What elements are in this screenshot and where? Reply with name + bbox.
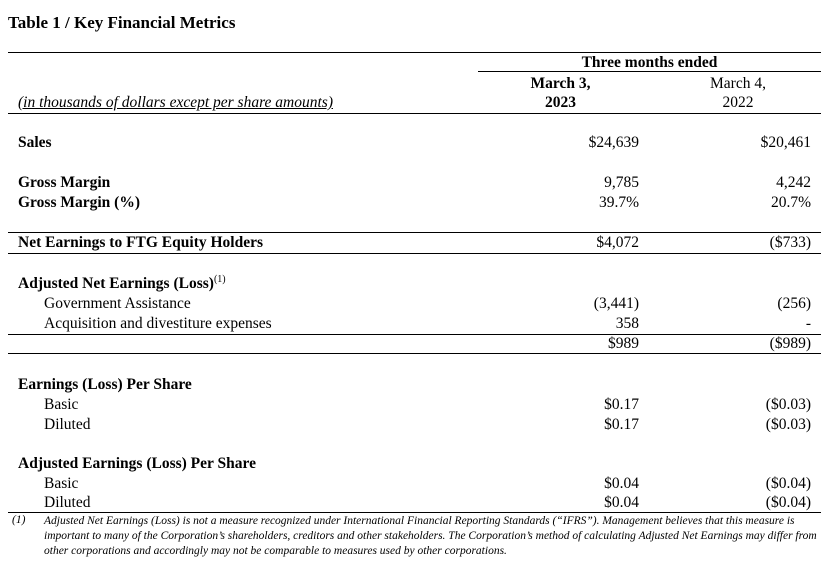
top-rule <box>8 52 821 53</box>
adjusted-total-top-rule <box>8 334 821 335</box>
sales-2023: $24,639 <box>588 134 639 151</box>
row-label-adj-eps-basic: Basic <box>44 475 79 492</box>
gov-assistance-2022: (256) <box>777 295 811 312</box>
footnote-ref: (1) <box>213 274 226 285</box>
net-earnings-top-rule <box>8 232 821 233</box>
row-label-gross-margin: Gross Margin <box>18 174 111 191</box>
units-note: (in thousands of dollars except per share amounts) <box>18 94 333 111</box>
col2-header-line1: March 4, <box>710 75 766 92</box>
adjusted-total-2022: ($989) <box>769 335 811 352</box>
row-label-sales: Sales <box>18 134 52 151</box>
sales-2022: $20,461 <box>760 134 811 151</box>
net-earnings-2023: $4,072 <box>596 234 639 251</box>
adj-eps-diluted-2023: $0.04 <box>604 494 639 511</box>
eps-basic-2022: ($0.03) <box>765 396 811 413</box>
eps-basic-2023: $0.17 <box>604 396 639 413</box>
footnote-marker: (1) <box>12 514 26 526</box>
gross-margin-2022: 4,242 <box>776 174 811 191</box>
period-group-header: Three months ended <box>581 54 718 71</box>
col1-header-line1: March 3, <box>530 75 591 92</box>
row-label-net-earnings: Net Earnings to FTG Equity Holders <box>18 234 264 251</box>
net-earnings-2022: ($733) <box>769 234 811 251</box>
row-label-adj-eps-diluted: Diluted <box>44 494 91 511</box>
eps-diluted-2022: ($0.03) <box>765 416 811 433</box>
gross-margin-pct-2023: 39.7% <box>598 194 639 211</box>
gov-assistance-2023: (3,441) <box>593 295 639 312</box>
gross-margin-2023: 9,785 <box>604 174 639 191</box>
adj-eps-basic-2022: ($0.04) <box>765 475 811 492</box>
adjusted-total-2023: $989 <box>608 335 639 352</box>
footnote-text: Adjusted Net Earnings (Loss) is not a measure recognized under International Financial Reporting Standards (“IFRS”). Management believes that this measure is important to many of the Corporation’s shareholders, creditors and other stakeholders. The Corporation’s method of calculating Adjusted Net Earnings may differ from other corporations and accordingly may not be comparable to measures used by other corporations. <box>44 515 817 557</box>
acquisition-2022: - <box>805 315 811 332</box>
row-label-eps: Earnings (Loss) Per Share <box>18 376 192 393</box>
acquisition-2023: 358 <box>615 315 639 332</box>
gross-margin-pct-2022: 20.7% <box>770 194 811 211</box>
row-label-gross-margin-pct: Gross Margin (%) <box>18 194 140 211</box>
header-bottom-rule <box>8 113 821 114</box>
row-label-eps-basic: Basic <box>44 396 79 413</box>
adj-eps-diluted-2022: ($0.04) <box>765 494 811 511</box>
row-label-acquisition: Acquisition and divestiture expenses <box>44 315 272 332</box>
col1-header-line2: 2023 <box>545 94 576 111</box>
adj-eps-basic-2023: $0.04 <box>604 475 639 492</box>
net-earnings-bottom-rule <box>8 253 821 254</box>
adjusted-total-bottom-rule <box>8 353 821 354</box>
row-label-adjusted-eps: Adjusted Earnings (Loss) Per Share <box>18 455 256 472</box>
row-label-gov-assistance: Government Assistance <box>44 295 191 312</box>
table-bottom-rule <box>8 512 821 513</box>
col2-header-line2: 2022 <box>722 94 754 111</box>
row-label-adjusted-net-earnings: Adjusted Net Earnings (Loss)$^{(1)}$ <box>18 274 226 293</box>
row-label-eps-diluted: Diluted <box>44 416 91 433</box>
table-title: Table 1 / Key Financial Metrics <box>8 13 236 32</box>
eps-diluted-2023: $0.17 <box>604 416 639 433</box>
